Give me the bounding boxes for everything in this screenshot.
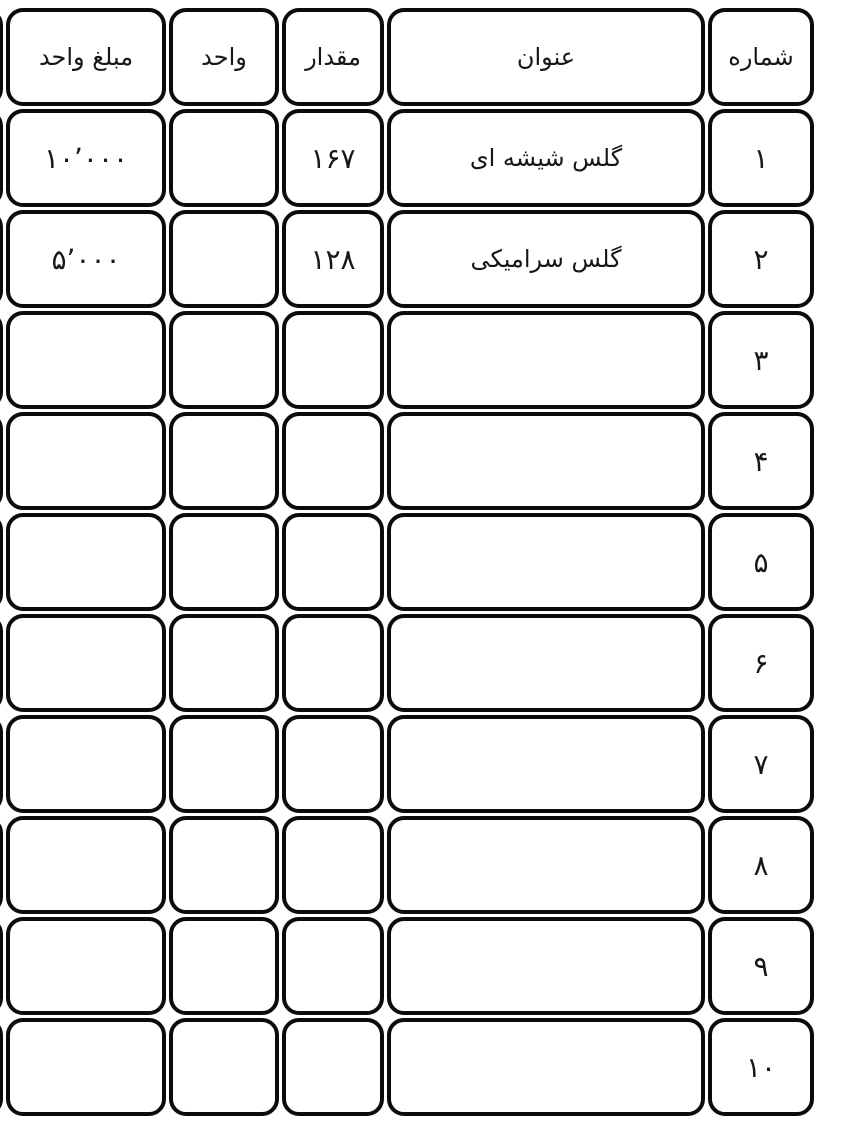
table-row bbox=[0, 412, 814, 510]
cell-row-number bbox=[708, 816, 814, 914]
cell-unit bbox=[169, 715, 279, 813]
cell-unit bbox=[169, 311, 279, 409]
cell-unit bbox=[169, 1018, 279, 1116]
cell-unit-price bbox=[6, 412, 166, 510]
header-row-number bbox=[708, 8, 814, 106]
quantity-text: ۱۶۷ bbox=[310, 141, 356, 175]
row-number-text: ۹ bbox=[753, 949, 769, 983]
header-title-label: عنوان bbox=[516, 43, 576, 71]
cell-quantity bbox=[282, 816, 384, 914]
table-row bbox=[0, 917, 814, 1015]
row-number-text: ۵ bbox=[753, 545, 769, 579]
row-number-text: ۷ bbox=[753, 747, 769, 781]
table-row bbox=[0, 614, 814, 712]
unit-price-text: ۵٬۰۰۰ bbox=[51, 242, 121, 276]
cell-title bbox=[387, 210, 705, 308]
clipped-column-cell bbox=[0, 917, 3, 1015]
cell-title bbox=[387, 412, 705, 510]
cell-title bbox=[387, 109, 705, 207]
header-unit-label: واحد bbox=[201, 43, 247, 71]
header-quantity-label: مقدار bbox=[305, 43, 361, 71]
header-unit bbox=[169, 8, 279, 106]
cell-unit-price bbox=[6, 1018, 166, 1116]
table-row bbox=[0, 715, 814, 813]
cell-row-number bbox=[708, 412, 814, 510]
cell-row-number bbox=[708, 513, 814, 611]
cell-quantity bbox=[282, 1018, 384, 1116]
cell-unit bbox=[169, 917, 279, 1015]
cell-title bbox=[387, 816, 705, 914]
cell-quantity bbox=[282, 311, 384, 409]
cell-unit bbox=[169, 210, 279, 308]
quantity-text: ۱۲۸ bbox=[310, 242, 356, 276]
header-title bbox=[387, 8, 705, 106]
clipped-column-cell bbox=[0, 1018, 3, 1116]
row-number-text: ۶ bbox=[753, 646, 769, 680]
clipped-column-cell bbox=[0, 614, 3, 712]
header-row-number-label: شماره bbox=[728, 43, 794, 71]
cell-quantity bbox=[282, 715, 384, 813]
clipped-column-cell bbox=[0, 816, 3, 914]
title-text: گلس شیشه ای bbox=[469, 144, 623, 172]
cell-title bbox=[387, 917, 705, 1015]
table-row bbox=[0, 1018, 814, 1116]
cell-title bbox=[387, 513, 705, 611]
unit-price-text: ۱۰٬۰۰۰ bbox=[43, 141, 129, 175]
cell-quantity bbox=[282, 210, 384, 308]
clipped-column-cell bbox=[0, 311, 3, 409]
cell-row-number bbox=[708, 715, 814, 813]
cell-quantity bbox=[282, 109, 384, 207]
cell-unit-price bbox=[6, 109, 166, 207]
header-quantity bbox=[282, 8, 384, 106]
table-row bbox=[0, 109, 814, 207]
clipped-column-cell bbox=[0, 109, 3, 207]
row-number-text: ۸ bbox=[753, 848, 769, 882]
cell-quantity bbox=[282, 412, 384, 510]
clipped-header-cell bbox=[0, 8, 3, 106]
cell-title bbox=[387, 311, 705, 409]
clipped-column-cell bbox=[0, 210, 3, 308]
table-row bbox=[0, 513, 814, 611]
header-unit-price-label: مبلغ واحد bbox=[38, 43, 134, 71]
cell-row-number bbox=[708, 210, 814, 308]
table-row bbox=[0, 210, 814, 308]
row-number-text: ۱۰ bbox=[745, 1050, 777, 1084]
cell-unit bbox=[169, 412, 279, 510]
cell-row-number bbox=[708, 311, 814, 409]
cell-unit bbox=[169, 614, 279, 712]
cell-title bbox=[387, 1018, 705, 1116]
cell-unit-price bbox=[6, 513, 166, 611]
cell-unit-price bbox=[6, 917, 166, 1015]
cell-title bbox=[387, 614, 705, 712]
row-number-text: ۱ bbox=[753, 141, 769, 175]
row-number-text: ۴ bbox=[753, 444, 769, 478]
title-text: گلس سرامیکی bbox=[470, 245, 622, 273]
header-unit-price bbox=[6, 8, 166, 106]
row-number-text: ۳ bbox=[753, 343, 769, 377]
cell-quantity bbox=[282, 614, 384, 712]
table-header-row bbox=[0, 8, 814, 106]
cell-unit-price bbox=[6, 816, 166, 914]
cell-unit-price bbox=[6, 311, 166, 409]
items-table bbox=[0, 8, 814, 1116]
cell-unit bbox=[169, 513, 279, 611]
cell-quantity bbox=[282, 917, 384, 1015]
cell-unit-price bbox=[6, 210, 166, 308]
clipped-column-cell bbox=[0, 412, 3, 510]
cell-row-number bbox=[708, 109, 814, 207]
table-row bbox=[0, 816, 814, 914]
cell-row-number bbox=[708, 917, 814, 1015]
cell-row-number bbox=[708, 1018, 814, 1116]
clipped-column-cell bbox=[0, 513, 3, 611]
cell-row-number bbox=[708, 614, 814, 712]
row-number-text: ۲ bbox=[753, 242, 769, 276]
cell-unit-price bbox=[6, 715, 166, 813]
cell-unit-price bbox=[6, 614, 166, 712]
table-row bbox=[0, 311, 814, 409]
clipped-column-cell bbox=[0, 715, 3, 813]
cell-unit bbox=[169, 816, 279, 914]
cell-quantity bbox=[282, 513, 384, 611]
cell-unit bbox=[169, 109, 279, 207]
cell-title bbox=[387, 715, 705, 813]
